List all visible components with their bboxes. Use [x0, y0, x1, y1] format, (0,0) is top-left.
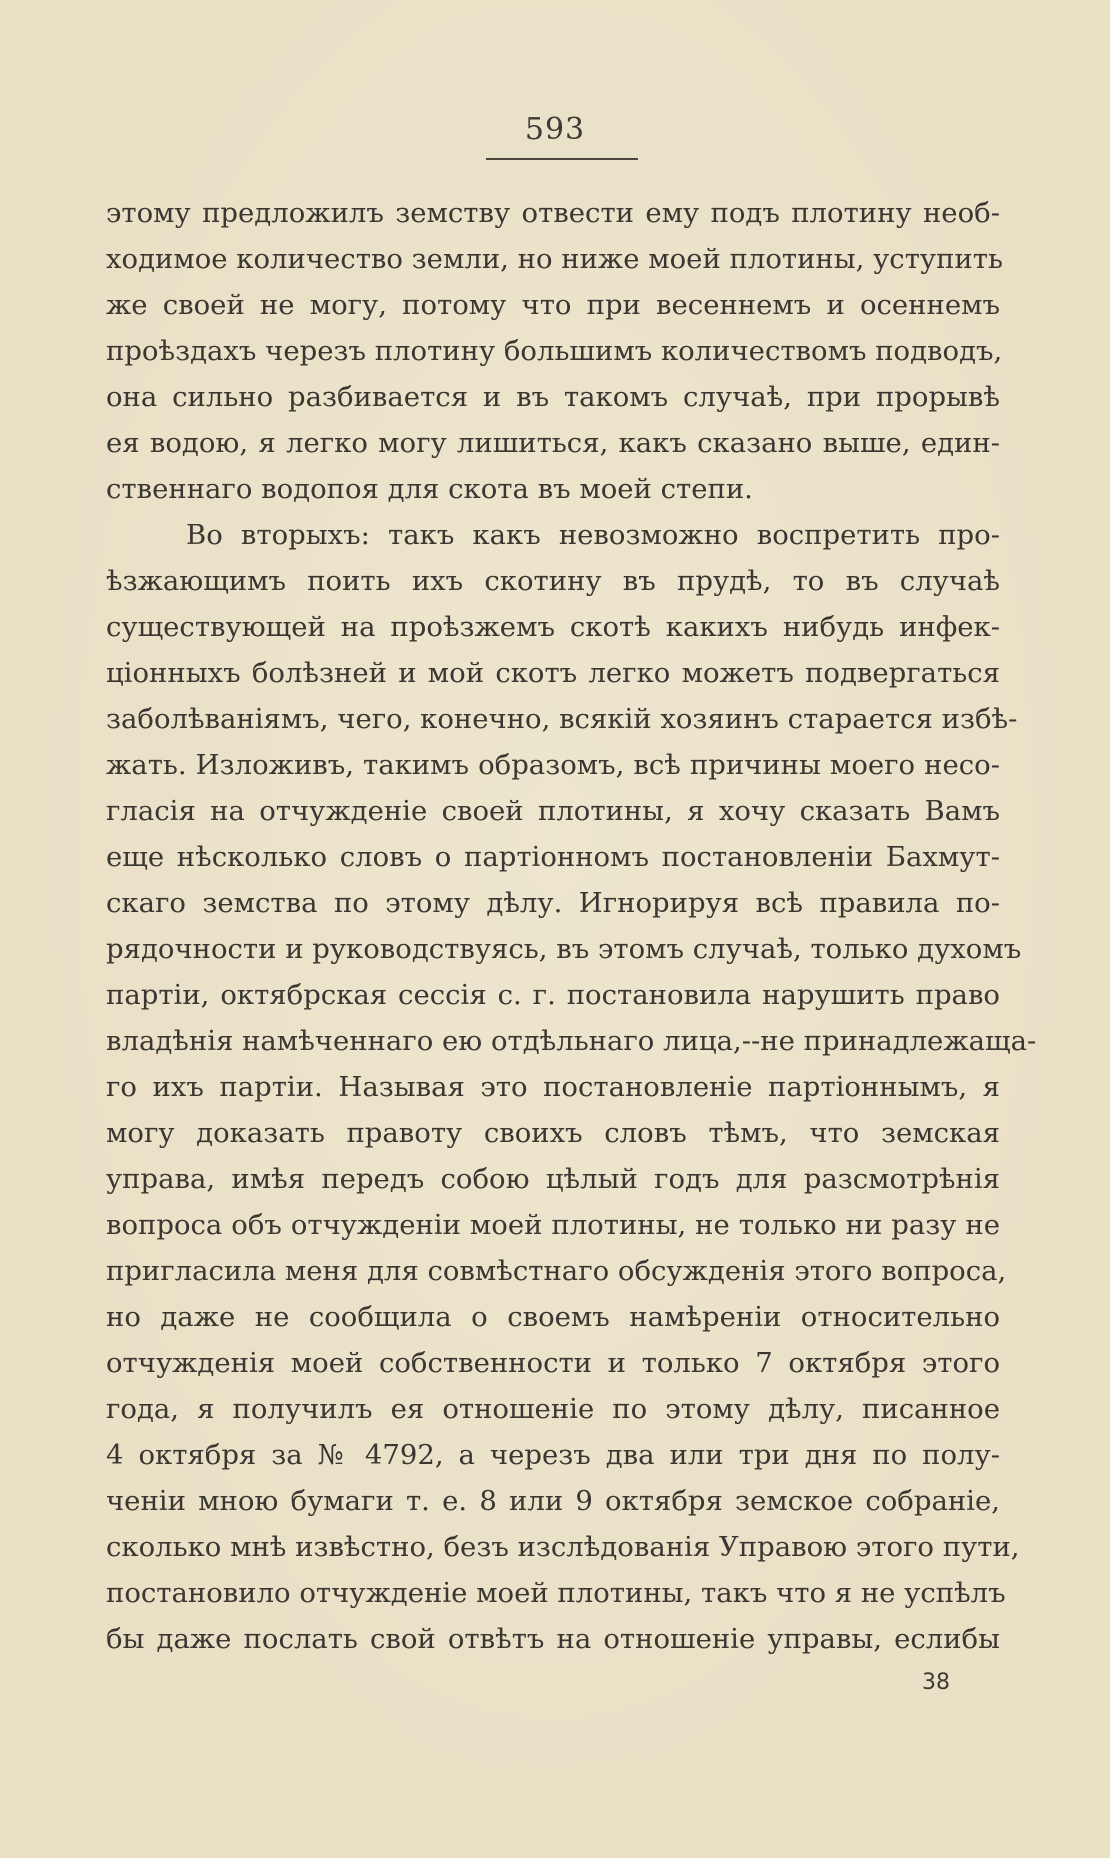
page-number: 593	[524, 112, 586, 147]
body-text	[106, 190, 1037, 1662]
page-number-rule	[486, 158, 638, 160]
text-line: партіи, октябрская сессія с. г. постановила нарушить право	[106, 979, 1000, 1011]
text-line: 4 октября за № 4792, а черезъ два или три дня по полу-	[106, 1439, 1000, 1471]
text-line: вопроса объ отчужденіи моей плотины, не только ни разу не	[106, 1209, 1000, 1241]
text-line: ходимое количество земли, но ниже моей плотины, уступить	[106, 243, 1003, 275]
text-line: ѣзжающимъ поить ихъ скотину въ прудѣ, то въ случаѣ	[106, 565, 1000, 597]
text-line: бы даже послать свой отвѣтъ на отношеніе управы, еслибы	[106, 1623, 1000, 1655]
text-line: же своей не могу, потому что при весеннемъ и осеннемъ	[106, 289, 1000, 321]
text-line: скаго земства по этому дѣлу. Игнорируя всѣ правила по-	[106, 887, 1000, 919]
text-line: года, я получилъ ея отношеніе по этому дѣлу, писанное	[106, 1393, 1000, 1425]
text-line: гласія на отчужденіе своей плотины, я хочу сказать Вамъ	[106, 795, 1000, 827]
text-line: еще нѣсколько словъ о партіонномъ постановленіи Бахмут-	[106, 841, 1000, 873]
text-line: существующей на проѣзжемъ скотѣ какихъ нибудь инфек-	[106, 611, 1000, 643]
paragraph-start-line: Во вторыхъ: такъ какъ невозможно воспретить про-	[186, 519, 1000, 551]
text-line: жать. Изложивъ, такимъ образомъ, всѣ причины моего несо-	[106, 749, 1000, 781]
text-line: го ихъ партіи. Называя это постановленіе партіоннымъ, я	[106, 1071, 1000, 1103]
paragraph-end-line: ственнаго водопоя для скота въ моей степи.	[106, 473, 753, 505]
text-line: управа, имѣя передъ собою цѣлый годъ для разсмотрѣнія	[106, 1163, 1000, 1195]
text-line: этому предложилъ земству отвести ему подъ плотину необ-	[106, 197, 1000, 229]
signature-mark: 38	[922, 1670, 950, 1695]
text-line: но даже не сообщила о своемъ намѣреніи относительно	[106, 1301, 1000, 1333]
text-line: владѣнія намѣченнаго ею отдѣльнаго лица,--не принадлежаща-	[106, 1025, 1037, 1057]
text-line: могу доказать правоту своихъ словъ тѣмъ, что земская	[106, 1117, 1000, 1149]
text-line: рядочности и руководствуясь, въ этомъ случаѣ, только духомъ	[106, 933, 1022, 965]
text-line: ченіи мною бумаги т. е. 8 или 9 октября земское собраніе,	[106, 1485, 1000, 1517]
text-line: ея водою, я легко могу лишиться, какъ сказано выше, един-	[106, 427, 1000, 459]
text-line: проѣздахъ черезъ плотину большимъ количествомъ подводъ,	[106, 335, 1003, 367]
text-line: она сильно разбивается и въ такомъ случаѣ, при прорывѣ	[106, 381, 1000, 413]
text-line: ціонныхъ болѣзней и мой скотъ легко можетъ подвергаться	[106, 657, 1000, 689]
text-line: заболѣваніямъ, чего, конечно, всякій хозяинъ старается избѣ-	[106, 703, 1018, 735]
text-line: постановило отчужденіе моей плотины, такъ что я не успѣлъ	[106, 1577, 1006, 1609]
text-line: отчужденія моей собственности и только 7 октября этого	[106, 1347, 1000, 1379]
text-line: сколько мнѣ извѣстно, безъ изслѣдованія Управою этого пути,	[106, 1531, 1020, 1563]
text-line: пригласила меня для совмѣстнаго обсужденія этого вопроса,	[106, 1255, 1007, 1287]
